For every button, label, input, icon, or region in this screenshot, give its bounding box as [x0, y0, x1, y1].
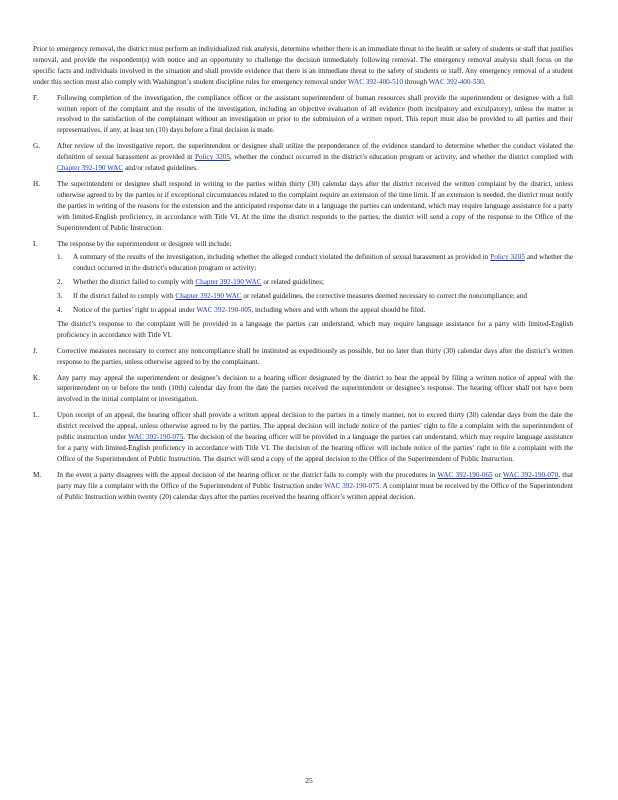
section-i — [33, 239, 573, 341]
section-letter: H. — [33, 179, 40, 188]
emergency-removal-paragraph — [33, 44, 573, 88]
section-letter: J. — [33, 346, 38, 355]
language-assistance-note: The district’s response to the complaint will be provided in a language the parties can understand, which may require language assistance for a party with limited-English proficiency in accordance with Title VI. — [57, 319, 573, 339]
section-letter: L. — [33, 411, 40, 420]
section-text: Corrective measures necessary to correct any noncompliance shall be instituted as expeditiously as possible, but no later than thirty (30) calendar days after the district’s written response to the parties, unless otherwise agreed to by the complainant. — [57, 346, 573, 366]
section-text: Any party may appeal the superintendent or designee’s decision to a hearing officer designated by the district to hear the appeal by filing a written notice of appeal with the superintendent on or before the tenth (10th) calendar day from the date the parties received the superintendent or designee’s response. The hearing officer shall not have been involved in the initial complaint or investigation. — [57, 373, 573, 404]
list-text-part: Notice of the parties’ right to appeal under — [73, 306, 197, 315]
list-item — [57, 252, 573, 274]
wac-link[interactable]: WAC 392-190-065 — [437, 470, 493, 479]
wac-reference: WAC 392-400-530 — [428, 77, 484, 86]
list-number: 4. — [57, 306, 63, 315]
list-text-part: If the district failed to comply with — [73, 292, 176, 301]
chapter-link[interactable]: Chapter 392-190 WAC — [57, 164, 124, 173]
section-text — [57, 410, 573, 465]
policy-link[interactable]: Policy 3205 — [490, 253, 525, 262]
section-letter: G. — [33, 142, 40, 151]
list-number: 3. — [57, 292, 63, 301]
section-letter: I. — [33, 239, 38, 248]
section-letter: K. — [33, 373, 40, 382]
list-text — [73, 277, 573, 288]
list-number: 2. — [57, 278, 63, 287]
policy-link[interactable]: Policy 3205 — [194, 153, 230, 162]
wac-link[interactable]: WAC 392-190-070 — [502, 470, 559, 479]
paragraph-text: . — [483, 77, 486, 86]
section-text-part: or — [492, 470, 503, 479]
list-text-part: Whether the district failed to comply with — [73, 278, 196, 287]
section-text-part: . A complaint must be received by the Office of the Superintendent of Public Instruction within twenty (20) calendar days after the parties received the hearing officer’s written appeal decision. — [57, 481, 573, 501]
section-g — [33, 141, 573, 174]
section-k — [33, 373, 573, 406]
section-text: Following completion of the investigation, the compliance officer or the assistant superintendent of human resources shall provide the superintendent or designee with a full written report of the complaint and the results of the investigation, including an objective evaluation of all evidence (both inculpatory and exculpatory), unless the matter is resolved to the satisfaction of the complainant without an investigation or prior to the submission of a written report. This report must also be provided to all parties and their representatives, if any, at least ten (10) days before a final decision is made. — [57, 93, 573, 135]
section-text-part: Upon receipt of an appeal, the hearing officer shall provide a written appeal decision to the parties in a timely manner, not to exceed thirty (30) calendar days from the date the district received the appeal, unless otherwise agreed to by the parties. The appeal decision will include notice of the parties’ right to file a complaint with the superintendent of public instruction under — [57, 411, 573, 442]
list-text-part: or related guidelines, the corrective measures deemed necessary to correct the noncompliance; and — [241, 292, 527, 301]
chapter-link[interactable]: Chapter 392-190 WAC — [195, 278, 262, 287]
section-text-part: , whether the conduct occurred in the district’s education program or activity, and whether the district complied with — [230, 153, 573, 162]
list-text — [73, 305, 573, 316]
wac-link[interactable]: WAC 392-190-075 — [128, 433, 184, 442]
list-text-part: and whether the conduct occurred in the district’s education program or activity; — [73, 253, 574, 273]
paragraph-text: through — [402, 77, 429, 86]
wac-reference: WAC 392-400-510 — [348, 77, 403, 86]
chapter-link[interactable]: Chapter 392-190 WAC — [175, 292, 242, 301]
page-number: 25 — [305, 776, 313, 785]
section-h — [33, 179, 573, 234]
list-number: 1. — [57, 253, 63, 262]
section-text — [57, 470, 573, 503]
list-text — [73, 291, 573, 302]
section-text-part: . The decision of the hearing officer will be provided in a language the parties can understand, which may require language assistance for a party with limited-English proficiency in accordance with Title VI. The decision of the hearing officer will include notice of the parties’ right to file a complaint with the Office of the Superintendent of Public Instruction. The district will send a copy of the appeal decision to the Office of the Superintendent of Public Instruction. — [57, 433, 573, 463]
wac-reference: WAC 392-190-005 — [196, 306, 252, 315]
section-text — [57, 141, 573, 174]
list-text-part: or related guidelines; — [261, 278, 324, 287]
section-text-part: and/or related guidelines. — [123, 164, 198, 173]
section-letter: M. — [33, 470, 42, 479]
section-lead-text: The response by the superintendent or designee will include: — [57, 239, 232, 248]
section-text-part: , that party may file a complaint with the Office of the Superintendent of Public Instruction under — [57, 470, 573, 490]
section-l — [33, 410, 573, 465]
list-text-part: , including where and with whom the appeal should be filed. — [251, 306, 426, 315]
page-content — [33, 44, 573, 503]
list-text — [73, 252, 573, 274]
section-m — [33, 470, 573, 503]
section-j — [33, 346, 573, 368]
section-letter: F. — [33, 93, 39, 102]
section-body — [57, 239, 573, 341]
wac-reference: WAC 392-190-075 — [324, 481, 380, 490]
section-text-part: In the event a party disagrees with the appeal decision of the hearing officer or the district fails to comply with the procedures in — [57, 470, 438, 479]
list-text-part: A summary of the results of the investigation, including whether the alleged conduct violated the definition of sexual harassment as provided in — [73, 253, 491, 262]
list-item — [57, 291, 573, 302]
section-text-part: After review of the investigative report, the superintendent or designee shall utilize the preponderance of the evidence standard to determine whether the conduct violated the definition of sexual harassment as provided in — [57, 142, 573, 162]
section-f — [33, 93, 573, 137]
section-text: The superintendent or designee shall respond in writing to the parties within thirty (30) calendar days after the district received the written complaint by the district, unless otherwise agreed to by the parties or if exceptional circumstances related to the complaint require an extension of the time limit. If an extension is needed, the district must notify the parties in writing of the reasons for the extension and the anticipated response date in a language the parties can understand, which may require language assistance for a party with limited-English proficiency, in accordance with Title VI. At the time the district responds to the parties, the district will send a copy of the response to the Office of the Superintendent of Public Instruction. — [57, 179, 573, 232]
paragraph-text: Prior to emergency removal, the district must perform an individualized risk analysis, determine whether there is an immediate threat to the health or safety of students or staff that justifies removal, and provide the respondent(s) with notice and an opportunity to challenge the decision immediately following removal. The emergency removal analysis shall focus on the specific facts and individuals involved in the situation and shall provide evidence that there is an immediate threat to the safety of students or staff. Any emergency removal of a student under this section must also comply with Washington’s student discipline rules for emergency removal under — [33, 45, 573, 86]
list-item — [57, 277, 573, 288]
list-item — [57, 305, 573, 316]
